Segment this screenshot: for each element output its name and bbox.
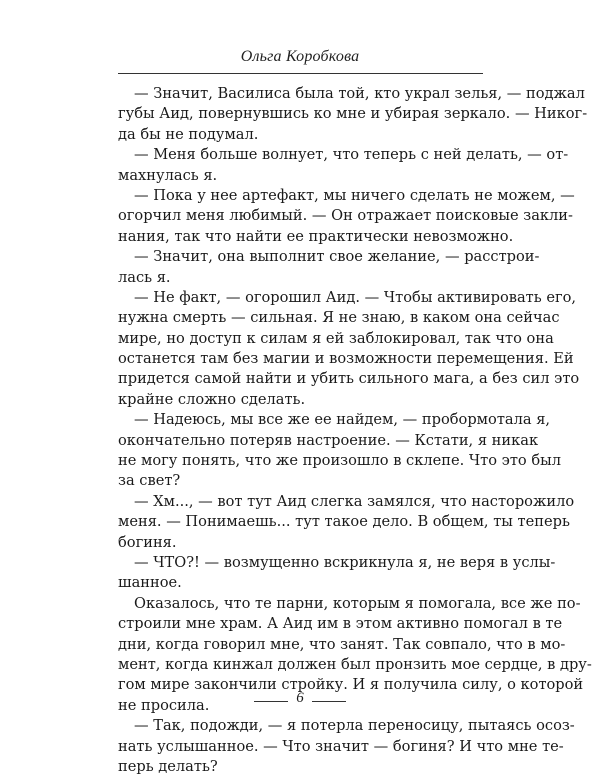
text-line: — Значит, Василиса была той, кто украл зелья, — поджал	[134, 85, 585, 102]
running-head-author: Ольга Коробкова	[240, 48, 360, 65]
text-line: останется там без магии и возможности перемещения. Ей	[118, 350, 574, 368]
text-line: меня. — Понимаешь... тут такое дело. В общем, ты теперь	[118, 513, 570, 531]
text-line: нания, так что найти ее практически невозможно.	[118, 227, 514, 245]
text-line: — Надеюсь, мы все же ее найдем, — пробормотала я,	[134, 411, 551, 429]
page-number: 6	[296, 690, 304, 706]
text-line: — Хм..., — вот тут Аид слегка замялся, что насторожило	[134, 492, 575, 510]
text-line: — Пока у нее артефакт, мы ничего сделать не можем, —	[134, 186, 575, 204]
text-line: нать услышанное. — Что значит — богиня? И что мне те-	[118, 737, 564, 755]
text-line: — Так, подожди, — я потерла переносицу, пытаясь осоз-	[134, 717, 575, 735]
text-line: нужна смерть — сильная. Я не знаю, в каком она сейчас	[118, 309, 560, 327]
text-line: крайне сложно сделать.	[118, 390, 306, 408]
text-line: мире, но доступ к силам я ей заблокировал, так что она	[118, 329, 554, 347]
body-text	[118, 84, 592, 777]
text-line: огорчил меня любимый. — Он отражает поисковые закли-	[118, 207, 573, 225]
text-line: губы Аид, повернувшись ко мне и убирая зеркало. — Никог-	[118, 105, 588, 123]
text-line: гом мире закончили стройку. И я получила силу, о которой	[118, 676, 584, 694]
page-footer	[0, 690, 600, 710]
text-line: — Не факт, — огорошил Аид. — Чтобы активировать его,	[134, 288, 577, 306]
text-line: не просила.	[118, 696, 210, 714]
text-line: Оказалось, что те парни, которым я помогала, все же по-	[134, 594, 581, 612]
text-line: богиня.	[118, 533, 177, 551]
text-line: махнулась я.	[118, 166, 218, 184]
text-line: мент, когда кинжал должен был пронзить мое сердце, в дру-	[118, 655, 592, 673]
text-line: окончательно потеряв настроение. — Кстати, я никак	[118, 431, 539, 449]
text-line: за свет?	[118, 472, 181, 490]
text-line: — Меня больше волнует, что теперь с ней делать, — от-	[134, 146, 569, 164]
text-line: — Значит, она выполнит свое желание, — расстрои-	[134, 248, 540, 266]
text-line: — ЧТО?! — возмущенно вскрикнула я, не веря в услы-	[134, 553, 556, 571]
text-line: да бы не подумал.	[118, 125, 259, 143]
text-line: лась я.	[118, 268, 171, 286]
footer-rule-left	[254, 701, 288, 702]
header-rule	[118, 73, 483, 74]
text-line: дни, когда говорил мне, что занят. Так совпало, что в мо-	[118, 635, 566, 653]
text-line: не могу понять, что же произошло в склепе. Что это был	[118, 452, 562, 470]
text-line: придется самой найти и убить сильного мага, а без сил это	[118, 370, 580, 388]
text-line: перь делать?	[118, 757, 218, 775]
text-line: шанное.	[118, 574, 182, 592]
text-line: строили мне храм. А Аид им в этом активно помогал в те	[118, 615, 563, 633]
footer-rule-right	[312, 701, 346, 702]
